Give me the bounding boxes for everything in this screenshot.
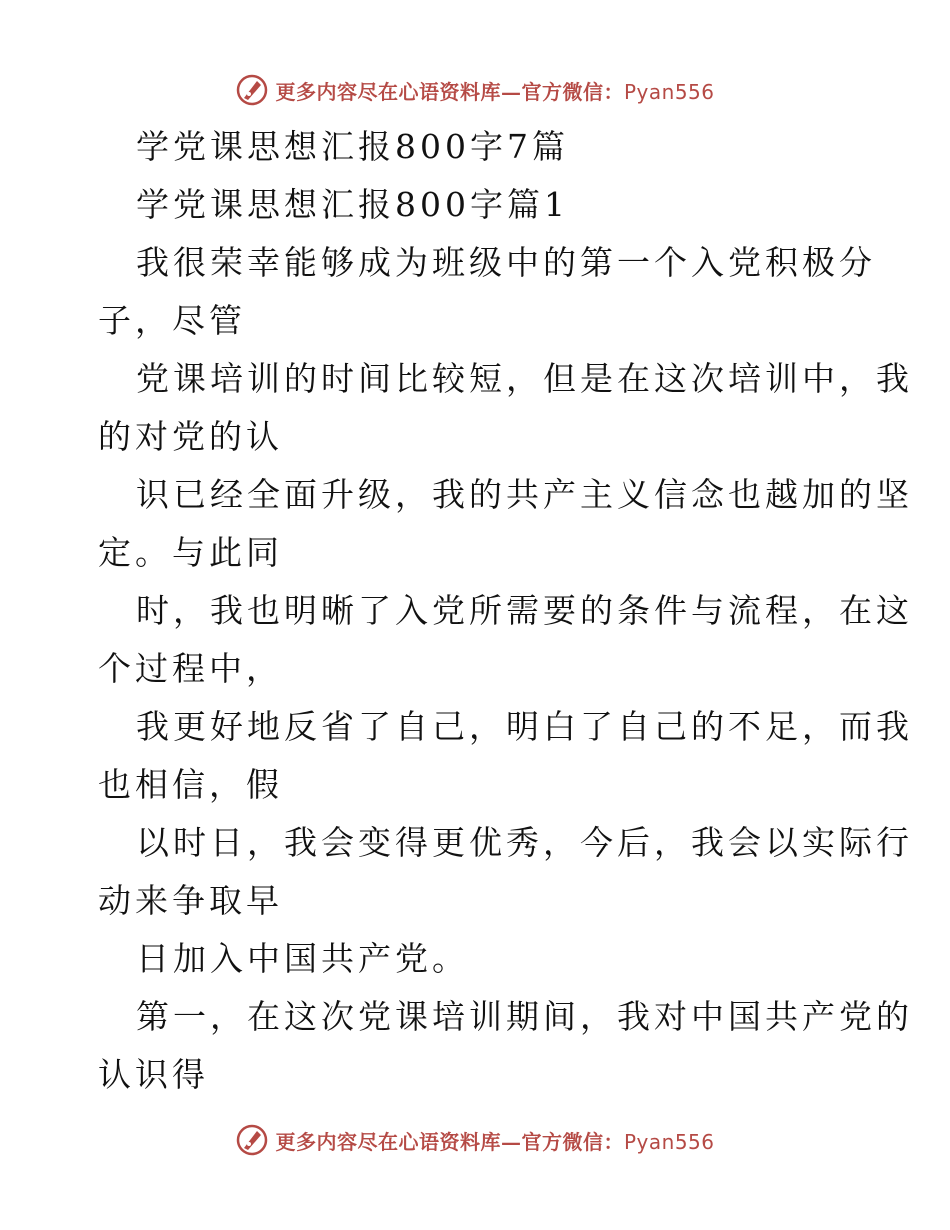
text-line: 时，我也明晰了入党所需要的条件与流程，在这	[136, 591, 913, 630]
text-line: 识已经全面升级，我的共产主义信念也越加的坚	[136, 475, 913, 514]
text-line: 日加入中国共产党。	[136, 939, 469, 978]
text-line: 党课培训的时间比较短，但是在这次培训中，我	[136, 359, 913, 398]
header-banner	[0, 70, 950, 110]
banner-text: 更多内容尽在心语资料库—官方微信：Pyan556	[275, 1129, 715, 1154]
text-line: 定。与此同	[98, 533, 283, 572]
text-line: 我很荣幸能够成为班级中的第一个入党积极分	[136, 243, 876, 282]
text-line: 认识得	[98, 1055, 209, 1094]
text-line: 我更好地反省了自己，明白了自己的不足，而我	[136, 707, 913, 746]
text-line: 学党课思想汇报800字篇1	[136, 185, 569, 224]
footer-banner	[0, 1120, 950, 1160]
text-line: 个过程中，	[98, 649, 283, 688]
text-line: 以时日，我会变得更优秀，今后，我会以实际行	[136, 823, 913, 862]
wechat-handle: Pyan556	[623, 1129, 715, 1154]
text-line: 也相信，假	[98, 765, 283, 804]
text-line: 学党课思想汇报800字7篇	[136, 127, 569, 166]
pen-nib-logo-icon	[235, 1123, 269, 1157]
text-line: 的对党的认	[98, 417, 283, 456]
wechat-handle: Pyan556	[623, 79, 715, 104]
text-line: 动来争取早	[98, 881, 283, 920]
document-body	[98, 118, 913, 1104]
pen-nib-logo-icon	[235, 73, 269, 107]
banner-text: 更多内容尽在心语资料库—官方微信：Pyan556	[275, 79, 715, 104]
text-line: 子，尽管	[98, 301, 246, 340]
text-line: 第一，在这次党课培训期间，我对中国共产党的	[136, 997, 913, 1036]
